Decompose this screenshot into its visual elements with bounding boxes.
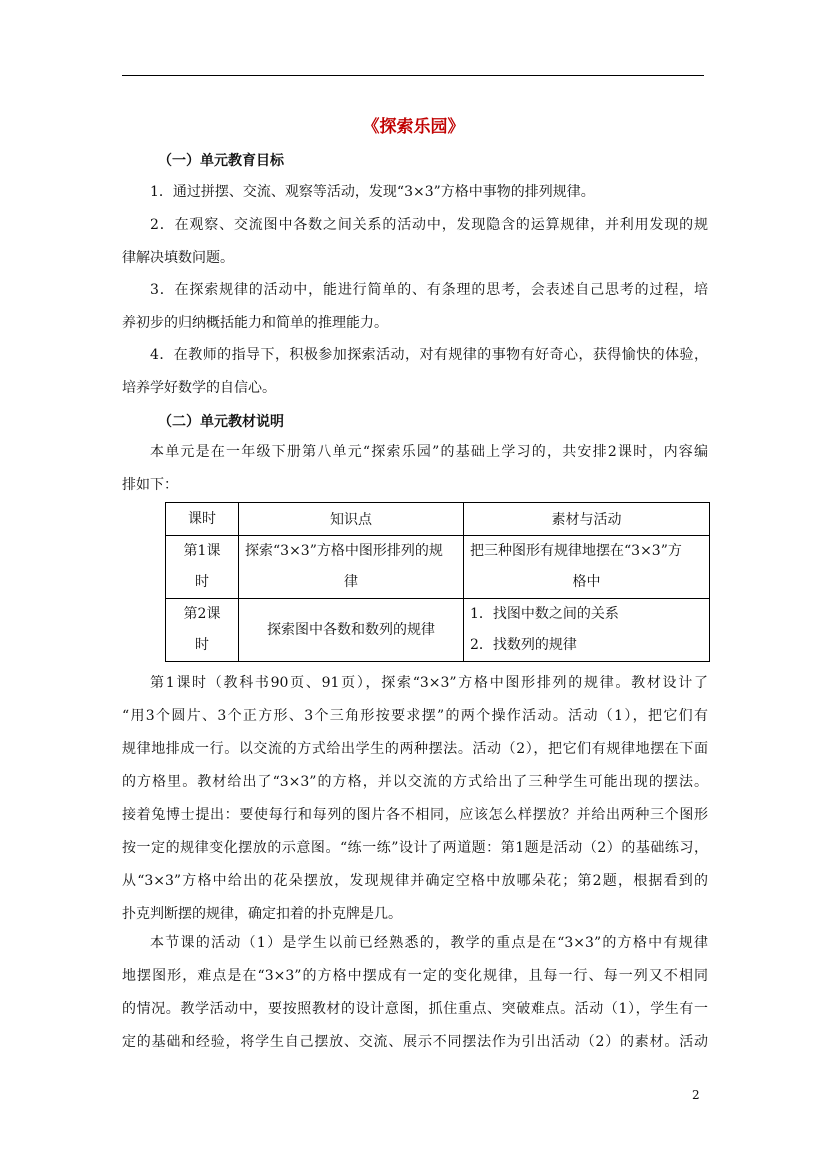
section1-heading: （一）单元教育目标	[158, 153, 284, 169]
row1-activities-line2: 格中	[572, 574, 601, 590]
lesson1-focus-paragraph	[122, 927, 708, 1059]
curriculum-table	[165, 502, 710, 662]
intro-line-2: 排如下：	[122, 477, 178, 493]
p2-line-2: 地摆图形，难点是在“3×3”的方格中摆成有一定的变化规律，且每一行、每一列又不相同	[122, 968, 708, 984]
table-header-row	[166, 503, 710, 536]
p2-line-1: 本节课的活动（1）是学生以前已经熟悉的，教学的重点是在“3×3”的方格中有规律	[150, 935, 708, 951]
goal-3-line-2: 养初步的归纳概括能力和简单的推理能力。	[122, 315, 388, 331]
row2-activities-line1: 1．找图中数之间的关系	[470, 606, 619, 622]
section2-intro	[122, 436, 708, 502]
row1-knowledge-line2: 律	[344, 574, 358, 590]
row1-lesson	[166, 536, 239, 599]
row2-lesson-line1: 第2课	[183, 606, 221, 622]
intro-line-1: 本单元是在一年级下册第八单元“探索乐园”的基础上学习的，共安排2课时，内容编	[150, 444, 708, 460]
p1-line-5: 接着兔博士提出：要使每行和每列的图片各不相同，应该怎么样摆放？并给出两种三个图形	[122, 807, 708, 823]
header-rule	[122, 75, 704, 76]
p1-line-8: 扑克判断摆的规律，确定扣着的扑克牌是几。	[122, 906, 402, 922]
header-knowledge: 知识点	[239, 503, 464, 536]
document-title: 《探索乐园》	[362, 117, 465, 137]
header-activities: 素材与活动	[464, 503, 710, 536]
goal-item-2	[122, 209, 708, 275]
row1-activities	[464, 536, 710, 599]
header-lesson: 课时	[166, 503, 239, 536]
row1-knowledge	[239, 536, 464, 599]
row1-lesson-line1: 第1课	[183, 543, 221, 559]
p1-line-4: 的方格里。教材给出了“3×3”的方格，并以交流的方式给出了三种学生可能出现的摆法。	[122, 774, 708, 790]
p1-line-1: 第1课时（教科书90页、91页），探索“3×3”方格中图形排列的规律。教材设计了	[150, 675, 708, 691]
goal-3-line-1: 3．在探索规律的活动中，能进行简单的、有条理的思考，会表述自己思考的过程，培	[150, 282, 708, 298]
goal-2-line-2: 律解决填数问题。	[122, 250, 234, 266]
p1-line-2: “用3个圆片、3个正方形、3个三角形按要求摆”的两个操作活动。活动（1），把它们有	[122, 708, 708, 724]
page-number: 2	[692, 1088, 700, 1102]
goal-item-3	[122, 274, 708, 340]
row2-lesson-line2: 时	[195, 637, 209, 653]
table-row	[166, 536, 710, 599]
goal-1-line-1: 1．通过拼摆、交流、观察等活动，发现“3×3”方格中事物的排列规律。	[150, 184, 595, 200]
p1-line-3: 规律地排成一行。以交流的方式给出学生的两种摆法。活动（2），把它们有规律地摆在下面	[122, 741, 708, 757]
row1-lesson-line2: 时	[195, 574, 209, 590]
p1-line-7: 从“3×3”方格中给出的花朵摆放，发现规律并确定空格中放哪朵花；第2题，根据看到的	[122, 873, 708, 889]
row2-activities	[464, 599, 710, 662]
goal-item-1	[122, 176, 708, 209]
section2-heading: （二）单元教材说明	[158, 414, 284, 430]
row1-knowledge-line1: 探索“3×3”方格中图形排列的规	[245, 543, 443, 559]
goal-2-line-1: 2．在观察、交流图中各数之间关系的活动中，发现隐含的运算规律，并利用发现的规	[150, 217, 708, 233]
row2-activities-line2: 2．找数列的规律	[470, 637, 577, 653]
table-row	[166, 599, 710, 662]
p1-line-6: 按一定的规律变化摆放的示意图。“练一练”设计了两道题：第1题是活动（2）的基础练习，	[122, 840, 708, 856]
p2-line-4: 定的基础和经验，将学生自己摆放、交流、展示不同摆法作为引出活动（2）的素材。活动	[122, 1034, 708, 1050]
row2-knowledge	[239, 599, 464, 662]
row2-knowledge-line1: 探索图中各数和数列的规律	[267, 621, 435, 638]
goal-item-4	[122, 339, 708, 405]
lesson1-paragraph	[122, 667, 708, 931]
p2-line-3: 的情况。教学活动中，要按照教材的设计意图，抓住重点、突破难点。活动（1），学生有一	[122, 1001, 708, 1017]
row2-lesson	[166, 599, 239, 662]
goal-4-line-1: 4．在教师的指导下，积极参加探索活动，对有规律的事物有好奇心，获得愉快的体验，	[150, 347, 708, 363]
row1-activities-line1: 把三种图形有规律地摆在“3×3”方	[470, 543, 682, 559]
goal-4-line-2: 培养学好数学的自信心。	[122, 380, 276, 396]
